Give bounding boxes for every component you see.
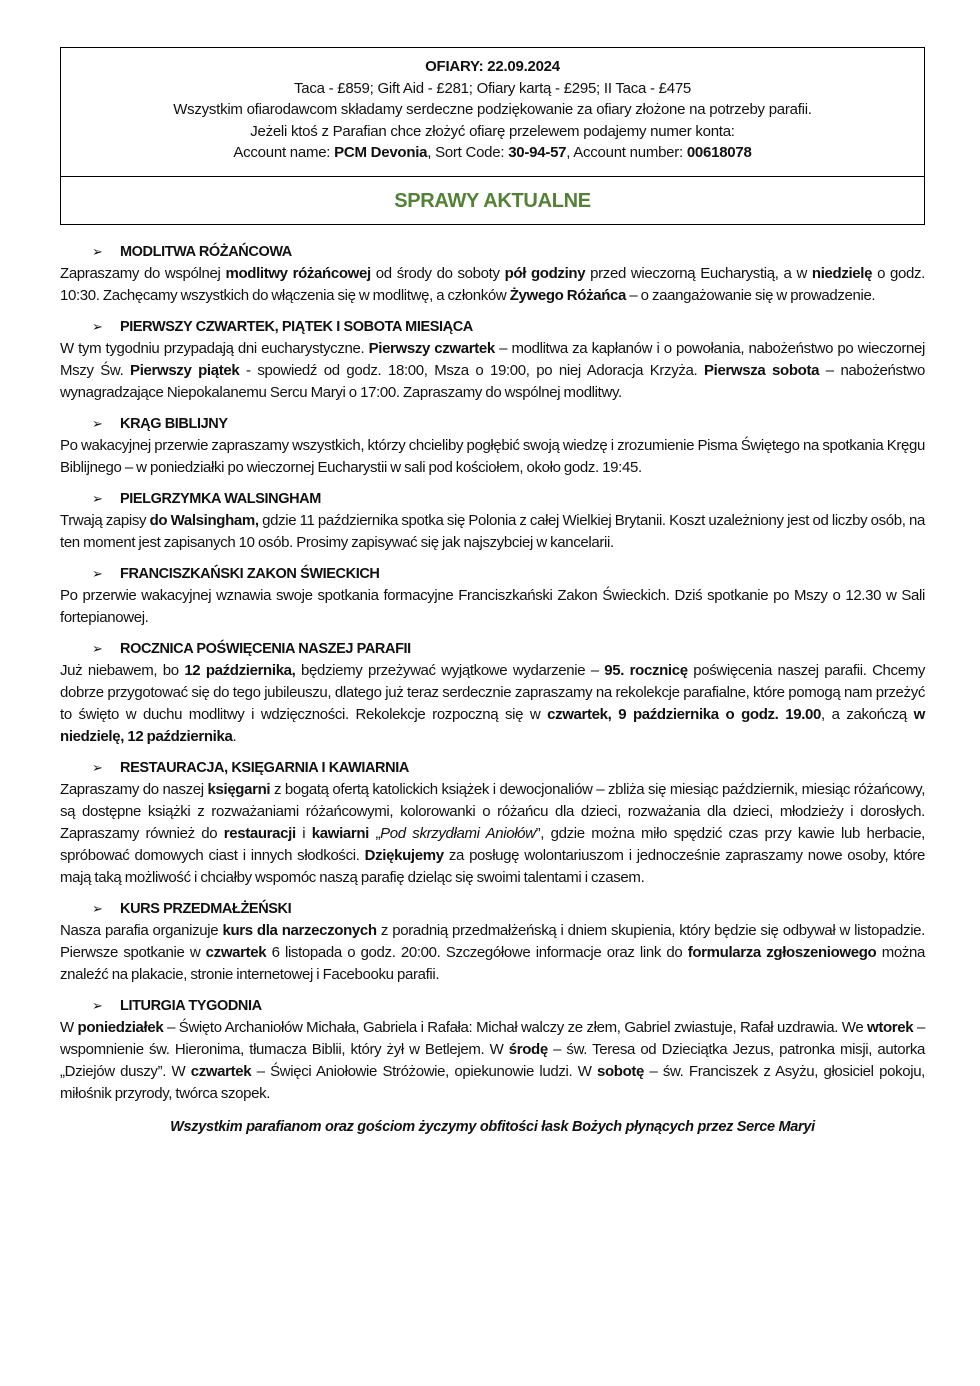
announcement-heading-text: ROCZNICA POŚWIĘCENIA NASZEJ PARAFII [120,641,411,657]
bold-text: Dziękujemy [364,847,444,864]
announcement-heading-text: PIELGRZYMKA WALSINGHAM [120,491,321,507]
bold-text: restauracji [223,825,296,842]
offerings-amounts: Taca - £859; Gift Aid - £281; Ofiary kartą - £295; II Taca - £475 [293,79,692,97]
announcement-body [60,660,925,748]
announcement-body [60,338,925,404]
announcement-heading-text: KRĄG BIBLIJNY [120,416,228,432]
announcement-body [60,779,925,889]
italic-text: Pod skrzydłami Aniołów [380,825,536,842]
announcement-heading [60,241,925,263]
text: Nasza parafia organizuje [60,922,223,939]
announcement-heading [60,757,925,779]
announcement-body [60,1017,925,1105]
text: 6 listopada o godz. 20:00. Szczegółowe informacje oraz link do [266,944,688,961]
bank-account-line [61,142,924,164]
text: – Święci Aniołowie Stróżowie, opiekunowie ludzi. W [251,1063,597,1080]
text: Już niebawem, bo [60,662,185,679]
bold-text: poniedziałek [77,1019,164,1036]
text: można znaleźć na plakacie, stronie internetowej i Facebooku parafii. [60,944,926,983]
arrowhead-right-icon: ➢ [92,319,103,334]
closing-blessing: Wszystkim parafianom oraz gościom życzymy obfitości łask Bożych płynących przez Serce Maryi [170,1119,815,1135]
text: ”, gdzie można miło spędzić czas przy kawie lub herbacie, spróbować domowych ciast i innych słodkości. [60,825,926,864]
announcement-heading [60,638,925,660]
bold-text: Pierwsza sobota [703,362,820,379]
bold-text: formularza zgłoszeniowego [687,944,877,961]
announcement-heading [60,413,925,435]
text: . [232,728,237,745]
account-name-label: Account name: [233,144,335,161]
sort-code-value: 30-94-57 [508,144,567,161]
bold-text: Pierwszy czwartek [368,340,495,357]
announcement-item [60,563,925,629]
bold-text: Pierwszy piątek [130,362,240,379]
arrowhead-right-icon: ➢ [92,998,103,1013]
arrowhead-right-icon: ➢ [92,641,103,656]
text: przed wieczorną Eucharystią, a w [585,265,812,282]
arrowhead-right-icon: ➢ [92,491,103,506]
bold-text: modlitwy różańcowej [225,265,371,282]
text: Po przerwie wakacyjnej wznawia swoje spotkania formacyjne Franciszkański Zakon Świeckich. Dziś spotkanie po Mszy o 12.30 w Sali fortepianowej. [60,587,925,626]
bold-text: pół godziny [504,265,586,282]
announcement-item [60,757,925,889]
bold-text: księgarni [207,781,271,798]
arrowhead-right-icon: ➢ [92,760,103,775]
text: gdzie 11 października spotka się Polonia z całej Wielkiej Brytanii. Koszt uzależniony jest od liczby osób, na ten moment jest zapisanych 10 osób. Prosimy zapisywać się jak najszybciej w kancelarii. [60,512,925,551]
bulletin-page [60,47,925,1135]
text: o godz. 10:30. Zachęcamy wszystkich do włączenia się w modlitwę, a członków [60,265,925,304]
announcement-heading-text: FRANCISZKAŃSKI ZAKON ŚWIECKICH [120,566,380,582]
text: poświęcenia naszej parafii. Chcemy dobrze przygotować się do tego jubileuszu, dlatego już teraz serdecznie zapraszamy na rekolekcje parafialne, które pomogą nam przeżyć to święto w duchu modlitwy i wdzięczności. Rekolekcje rozpoczną się w [60,662,925,723]
bold-text: czwartek, 9 października o godz. 19.00 [547,706,822,723]
bold-text: 95. rocznicę [604,662,688,679]
announcement-item [60,316,925,404]
text: za posługę wolontariuszom i jednocześnie zapraszamy nowe osoby, które mają taką możliwość i chciałby wspomóc naszą parafię dzieląc się swoimi talentami i czasem. [60,847,925,886]
section-title: SPRAWY AKTUALNE [394,190,591,212]
text: „ [369,825,381,842]
announcement-body [60,435,925,479]
announcement-item [60,995,925,1105]
account-number-label: , Account number: [566,144,687,161]
text: – wspomnienie św. Hieronima, tłumacza Biblii, który żył w Betlejem. W [60,1019,925,1058]
offerings-thanks: Wszystkim ofiarodawcom składamy serdeczne podziękowanie za ofiary złożone na potrzeby parafii. [173,101,812,118]
announcement-body [60,510,925,554]
arrowhead-right-icon: ➢ [92,566,103,581]
announcement-item [60,241,925,307]
section-title-box [60,177,925,225]
account-name-value: PCM Devonia [334,144,428,161]
offerings-transfer-info: Jeżeli ktoś z Parafian chce złożyć ofiarę przelewem podajemy numer konta: [250,122,735,140]
announcement-heading [60,316,925,338]
text: Zapraszamy do naszej [60,781,208,798]
announcement-body [60,263,925,307]
text: – o zaangażowanie się w prowadzenie. [626,287,876,304]
bold-text: 12 października, [184,662,296,679]
announcement-heading [60,995,925,1017]
announcement-item [60,898,925,986]
arrowhead-right-icon: ➢ [92,901,103,916]
arrowhead-right-icon: ➢ [92,416,103,431]
bold-text: kawiarni [311,825,369,842]
text: – nabożeństwo wynagradzające Niepokalanemu Sercu Maryi o 17:00. Zapraszamy do wspólnej modlitwy. [60,362,925,401]
bold-text: czwartek [190,1063,252,1080]
announcements-list [60,241,925,1105]
text: W tym tygodniu przypadają dni eucharystyczne. [60,340,369,357]
sort-code-label: , Sort Code: [427,144,509,161]
text: – św. Franciszek z Asyżu, głosiciel pokoju, miłośnik przyrody, twórca szopek. [60,1063,926,1102]
announcement-heading [60,898,925,920]
bold-text: niedzielę [811,265,873,282]
announcement-heading-text: RESTAURACJA, KSIĘGARNIA I KAWIARNIA [120,760,409,776]
offerings-box [60,47,925,177]
text: z poradnią przedmałżeńską i dniem skupienia, który będzie się odbywał w listopadzie. Pierwsze spotkanie w [60,922,925,961]
text: , a zakończą [821,706,914,723]
bold-text: czwartek [205,944,267,961]
announcement-item [60,638,925,748]
bold-text: wtorek [867,1019,914,1036]
announcement-heading-text: LITURGIA TYGODNIA [120,998,262,1014]
announcement-heading-text: PIERWSZY CZWARTEK, PIĄTEK I SOBOTA MIESIĄCA [120,319,473,335]
arrowhead-right-icon: ➢ [92,244,103,259]
bold-text: Żywego Różańca [509,287,627,304]
text: i [295,825,312,842]
text: z bogatą ofertą katolickich książek i dewocjonaliów – zbliża się miesiąc październik, miesiąc różańcowy, są dostępne książki z rozważaniami różańcowymi, kolorowanki o różańcu dla dzieci, rozważania dla dzieci, młodzieży i dorosłych. Zapraszamy również do [60,781,926,842]
announcement-heading [60,563,925,585]
text: – św. Teresa od Dzieciątka Jezus, patronka misji, autorka „Dziejów duszy”. W [60,1041,925,1080]
announcement-item [60,488,925,554]
text: Zapraszamy do wspólnej [60,265,226,282]
announcement-heading-text: MODLITWA RÓŻAŃCOWA [120,244,292,260]
bold-text: kurs dla narzeczonych [222,922,377,939]
text: od środy do soboty [370,265,505,282]
account-number-value: 00618078 [686,144,752,161]
bold-text: w niedzielę, 12 października [60,706,925,745]
text: będziemy przeżywać wyjątkowe wydarzenie – [295,662,605,679]
bold-text: do Walsingham, [149,512,259,529]
bold-text: środę [508,1041,548,1058]
announcement-heading [60,488,925,510]
announcement-body [60,585,925,629]
announcement-heading-text: KURS PRZEDMAŁŻEŃSKI [120,901,292,917]
text: - spowiedź od godz. 18:00, Msza o 19:00, po niej Adoracja Krzyża. [239,362,704,379]
text: Po wakacyjnej przerwie zapraszamy wszystkich, którzy chcieliby pogłębić swoją wiedzę i zrozumienie Pisma Świętego na spotkania Kręgu Biblijnego – w poniedziałki po wieczornej Eucharystii w sali pod kościołem, około godz. 19:45. [60,437,925,476]
text: W [60,1019,78,1036]
bold-text: sobotę [596,1063,645,1080]
announcement-body [60,920,925,986]
text: – modlitwa za kapłanów i o powołania, nabożeństwo po wieczornej Mszy Św. [60,340,926,379]
offerings-title: OFIARY: 22.09.2024 [425,58,560,75]
text: Trwają zapisy [60,512,150,529]
announcement-item [60,413,925,479]
text: – Święto Archaniołów Michała, Gabriela i Rafała: Michał walczy ze złem, Gabriel zwiastuje, Rafał uzdrawia. We [163,1019,868,1036]
